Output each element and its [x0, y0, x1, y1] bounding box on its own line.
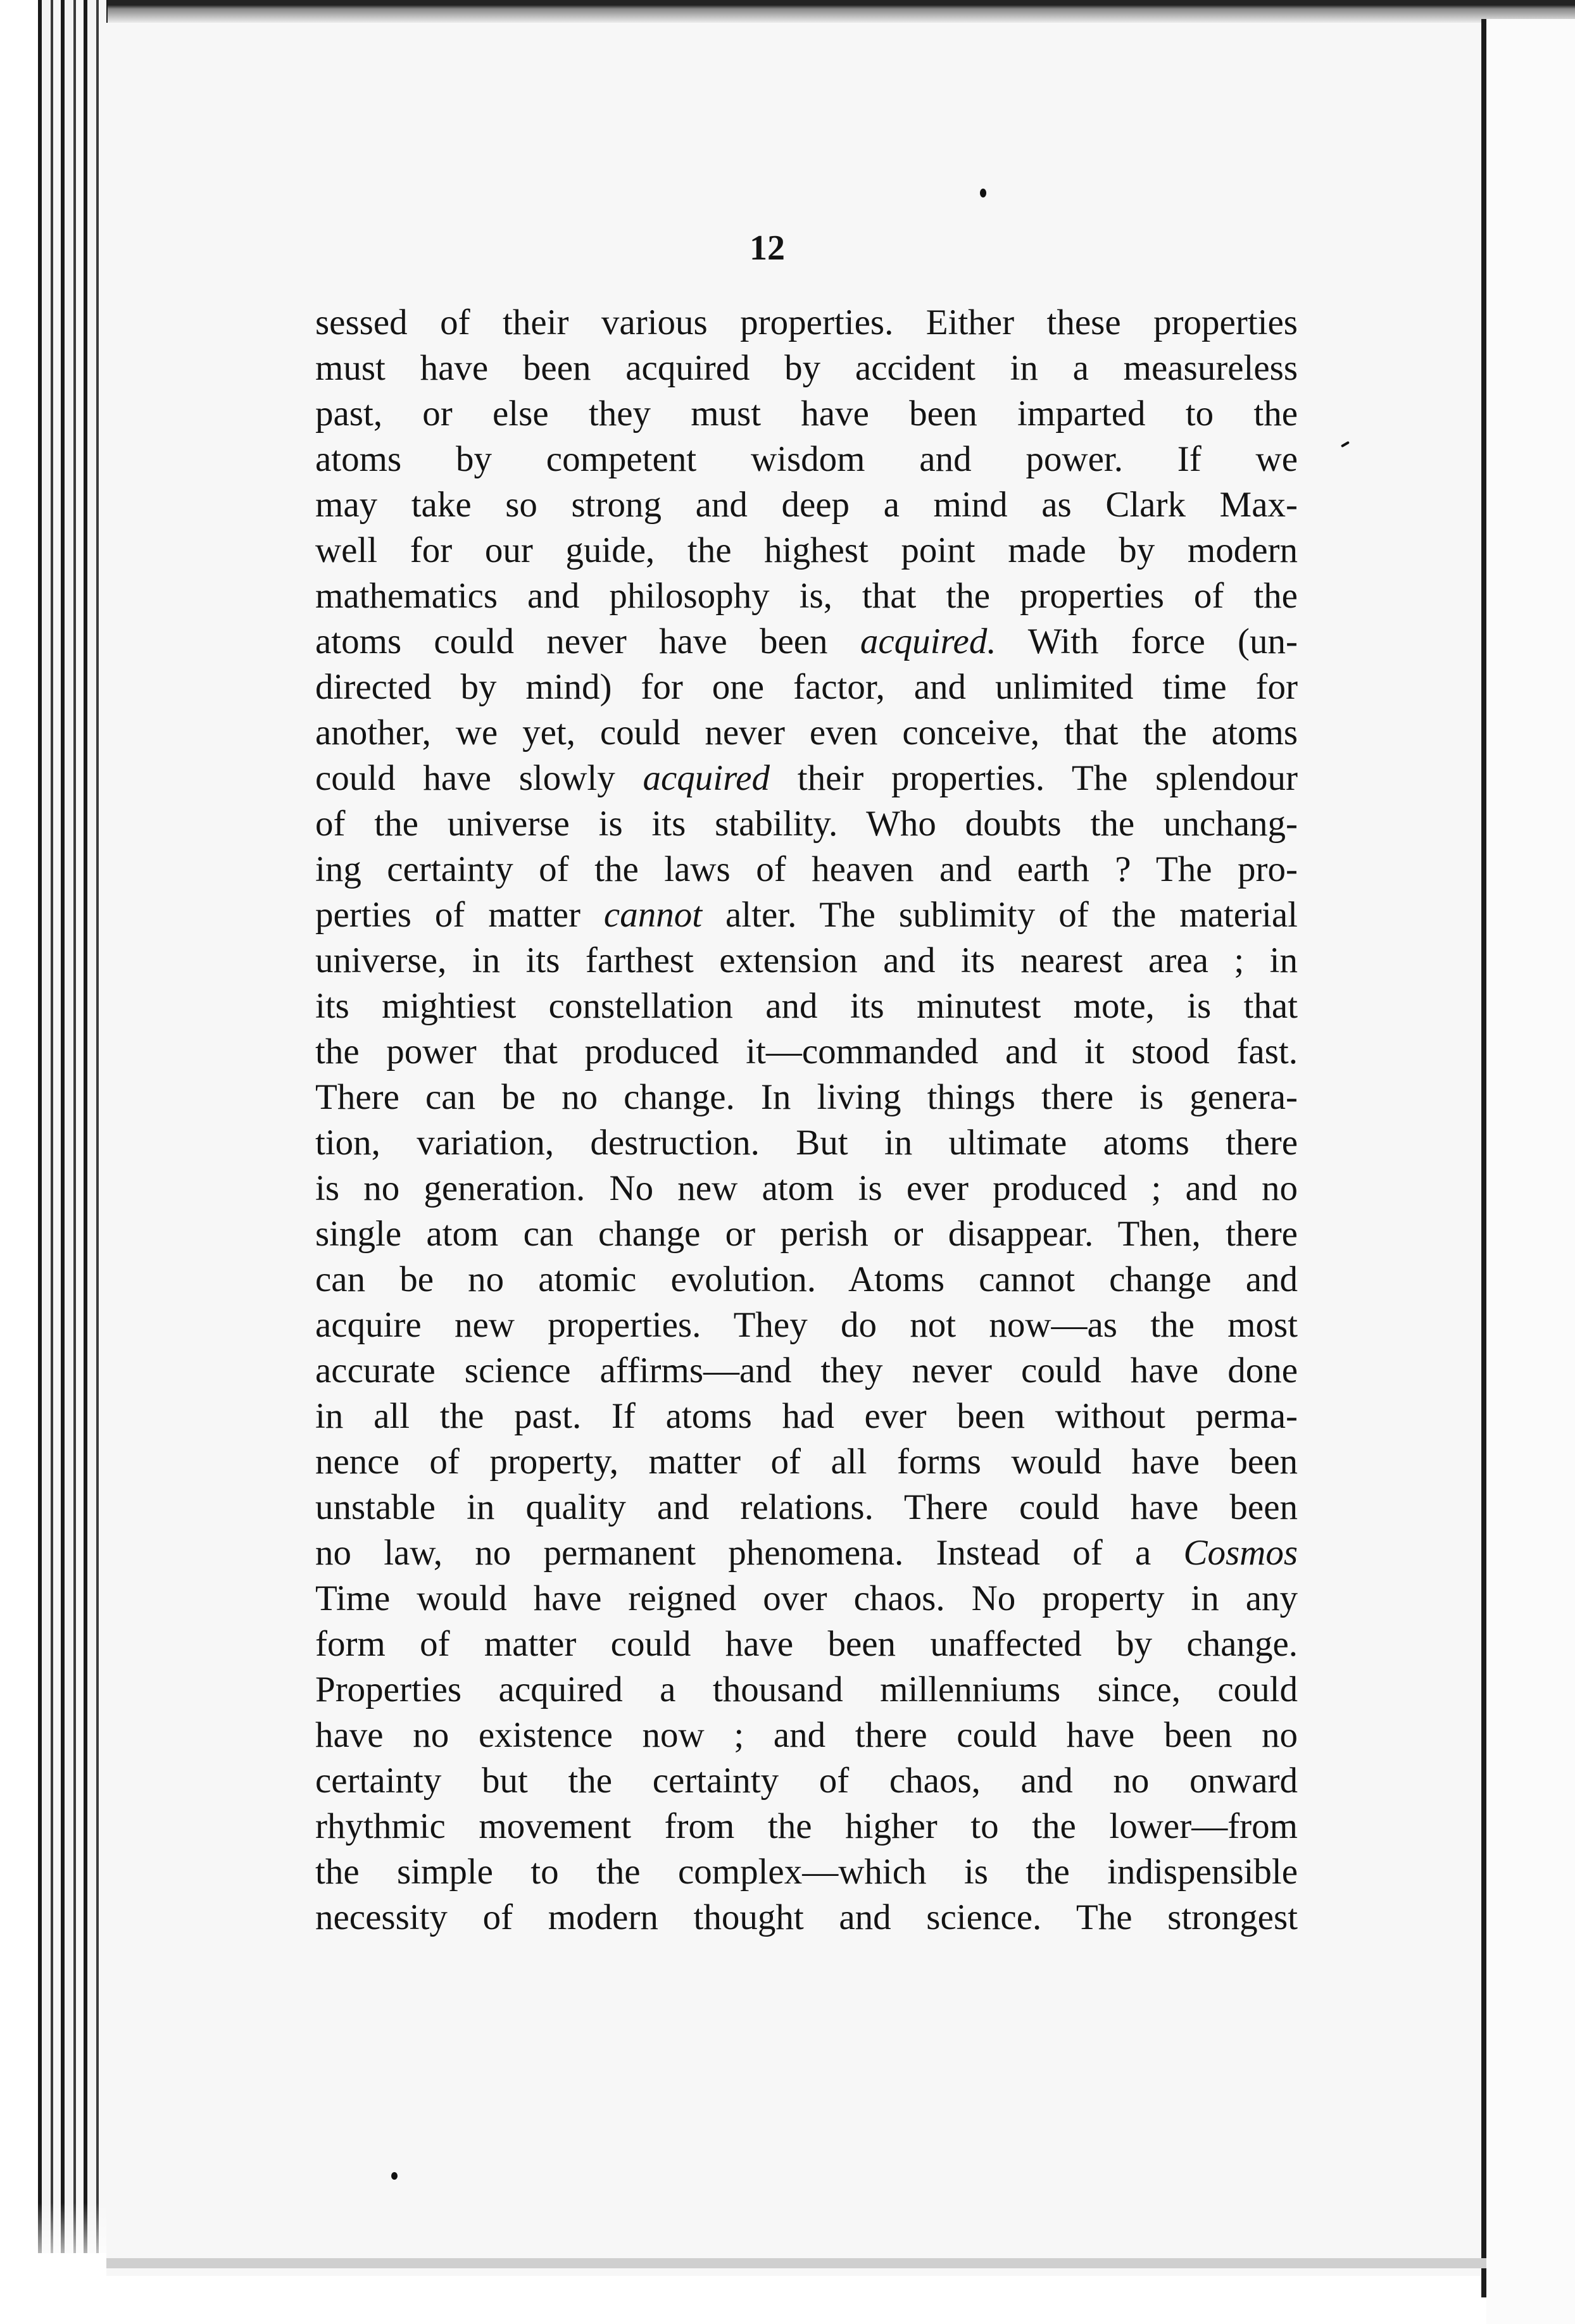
text-line: accurate science affirms—and they never could have done	[315, 1351, 1298, 1390]
text-line: unstable in quality and relations. There could have been	[315, 1487, 1298, 1527]
right-page-edge	[1481, 19, 1486, 2297]
text-line: tion, variation, destruction. But in ultimate atoms there	[315, 1123, 1298, 1163]
text-line: can be no atomic evolution. Atoms cannot change and	[315, 1259, 1298, 1299]
text-line: its mightiest constellation and its minutest mote, is that	[315, 986, 1298, 1026]
text-line: form of matter could have been unaffected by change.	[315, 1624, 1298, 1664]
text-line: mathematics and philosophy is, that the properties of the	[315, 576, 1298, 616]
text-line: no law, no permanent phenomena. Instead of a Cosmos	[315, 1533, 1298, 1573]
text-line: another, we yet, could never even conceive, that the atoms	[315, 713, 1298, 753]
ink-speck	[980, 189, 986, 197]
text-line: atoms could never have been acquired. With force (un-	[315, 622, 1298, 661]
text-line: certainty but the certainty of chaos, and no onward	[315, 1761, 1298, 1801]
text-line: the simple to the complex—which is the indispensible	[315, 1852, 1298, 1892]
text-line: the power that produced it—commanded and it stood fast.	[315, 1032, 1298, 1071]
text-line: Time would have reigned over chaos. No property in any	[315, 1578, 1298, 1618]
text-line: could have slowly acquired their properties. The splendour	[315, 758, 1298, 798]
text-line: atoms by competent wisdom and power. If we	[315, 439, 1298, 479]
text-line: must have been acquired by accident in a measureless	[315, 348, 1298, 388]
text-line: of the universe is its stability. Who doubts the unchang-	[315, 804, 1298, 844]
book-top-edge	[51, 0, 1575, 25]
text-line: directed by mind) for one factor, and unlimited time for	[315, 667, 1298, 707]
text-line: past, or else they must have been imparted to the	[315, 394, 1298, 434]
text-line: in all the past. If atoms had ever been without perma-	[315, 1396, 1298, 1436]
text-line: rhythmic movement from the higher to the lower—from	[315, 1806, 1298, 1846]
page-number: 12	[750, 228, 785, 268]
text-line: Properties acquired a thousand millenniums since, could	[315, 1670, 1298, 1709]
body-text	[315, 300, 1298, 1940]
text-line: have no existence now ; and there could have been no	[315, 1715, 1298, 1755]
ink-speck	[391, 2172, 398, 2180]
text-line: is no generation. No new atom is ever produced ; and no	[315, 1168, 1298, 1208]
text-line: necessity of modern thought and science. The strongest	[315, 1897, 1298, 1937]
text-line: acquire new properties. They do not now—as the most	[315, 1305, 1298, 1345]
text-line: There can be no change. In living things there is genera-	[315, 1077, 1298, 1117]
text-line: universe, in its farthest extension and its nearest area ; in	[315, 940, 1298, 980]
text-line: ing certainty of the laws of heaven and earth ? The pro-	[315, 849, 1298, 889]
text-line: may take so strong and deep a mind as Clark Max-	[315, 485, 1298, 525]
right-margin	[1486, 19, 1575, 2324]
stacked-page-edges	[38, 0, 108, 2253]
text-line: single atom can change or perish or disappear. Then, there	[315, 1214, 1298, 1254]
text-line: well for our guide, the highest point made by modern	[315, 530, 1298, 570]
text-line: nence of property, matter of all forms would have been	[315, 1442, 1298, 1482]
text-line: sessed of their various properties. Either these properties	[315, 303, 1298, 342]
text-line: perties of matter cannot alter. The sublimity of the material	[315, 895, 1298, 935]
page-bottom-edge	[106, 2258, 1486, 2268]
page-edges-fade	[38, 2202, 108, 2324]
